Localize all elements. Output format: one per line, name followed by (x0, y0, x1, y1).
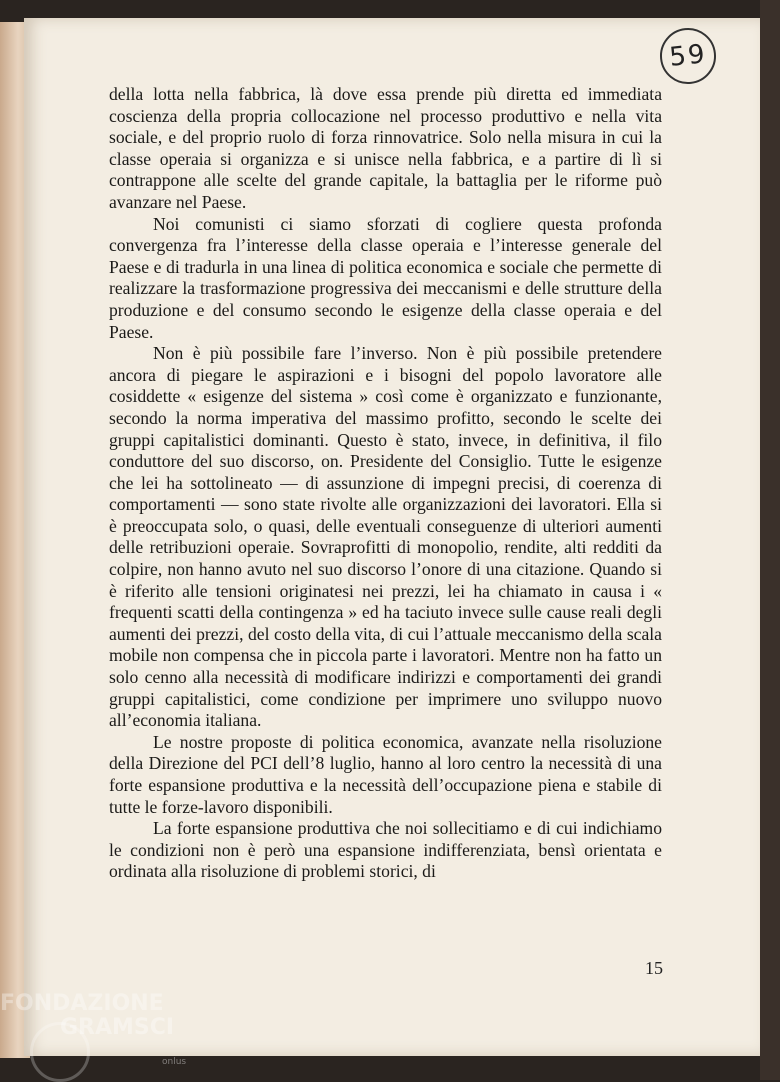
body-text (109, 84, 662, 883)
watermark-line-2: GRAMSCI (60, 1015, 175, 1040)
paragraph-2: Noi comunisti ci siamo sforzati di cogliere questa profonda convergenza fra l’interesse della classe operaia e l’interesse generale del Paese e di tradurla in una linea di politica economica e sociale che permette di realizzare la trasformazione progressiva dei meccanismi e delle strutture della produzione e del consumo secondo le esigenze della classe operaia e del Paese. (109, 213, 662, 342)
paragraph-3: Non è più possibile fare l’inverso. Non è più possibile pretendere ancora di piegare le aspirazioni e i bisogni del popolo lavoratore alle cosiddette « esigenze del sistema » così come è organizzato e funzionante, secondo la norma imperativa del massimo profitto, secondo le scelte dei gruppi capitalistici dominanti. Questo è stato, invece, in definitiva, il filo conduttore del suo discorso, on. Presidente del Consiglio. Tutte le esigenze che lei ha sottolineato — di assunzione di impegni precisi, di coerenza di comportamenti — sono state rivolte alle organizzazioni dei lavoratori. Ella si è preoccupata solo, o quasi, delle eventuali conseguenze di ulteriori aumenti delle retribuzioni operaie. Sovraprofitti di monopolio, rendite, alti redditi da colpire, non hanno avuto nel suo discorso l’onore di una citazione. Quando si è riferito alle tensioni originatesi nei prezzi, lei ha chiamato in causa i « frequenti scatti della contingenza » ed ha taciuto invece sulle cause reali degli aumenti dei prezzi, del costo della vita, di cui l’attuale meccanismo della scala mobile non compensa che in piccola parte i lavoratori. Mentre non ha fatto un solo cenno alla necessità di modificare indirizzi e comportamenti dei grandi gruppi capitalistici, come condizione per imprimere uno sviluppo nuovo all’economia italiana. (109, 343, 662, 731)
watermark-sub: onlus (162, 1057, 187, 1067)
scan-border (760, 0, 780, 1080)
paragraph-1: della lotta nella fabbrica, là dove essa prende più diretta ed immediata coscienza della propria collocazione nel processo produttivo e nella vita sociale, e del proprio ruolo di forza rinnovatrice. Solo nella misura in cui la classe operaia si organizza e si unisce nella fabbrica, e a partire di lì si contrappone alle scelte del grande capitale, la battaglia per le riforme può avanzare nel Paese. (109, 84, 662, 212)
folio-stamp: 59 (657, 25, 719, 87)
watermark-logo (0, 992, 200, 1080)
watermark-line-1: FONDAZIONE (0, 991, 164, 1016)
page-number: 15 (645, 958, 663, 978)
paragraph-5: La forte espansione produttiva che noi sollecitiamo e di cui indichiamo le condizioni non è però una espansione indifferenziata, bensì orientata e ordinata alla risoluzione di problemi storici, di (109, 818, 662, 882)
watermark-ring-icon (30, 1022, 90, 1082)
paragraph-4: Le nostre proposte di politica economica, avanzate nella risoluzione della Direzione del PCI dell’8 luglio, hanno al loro centro la necessità di una forte espansione produttiva e la necessità dell’occupazione piena e stabile di tutte le forze-lavoro disponibili. (109, 731, 662, 817)
